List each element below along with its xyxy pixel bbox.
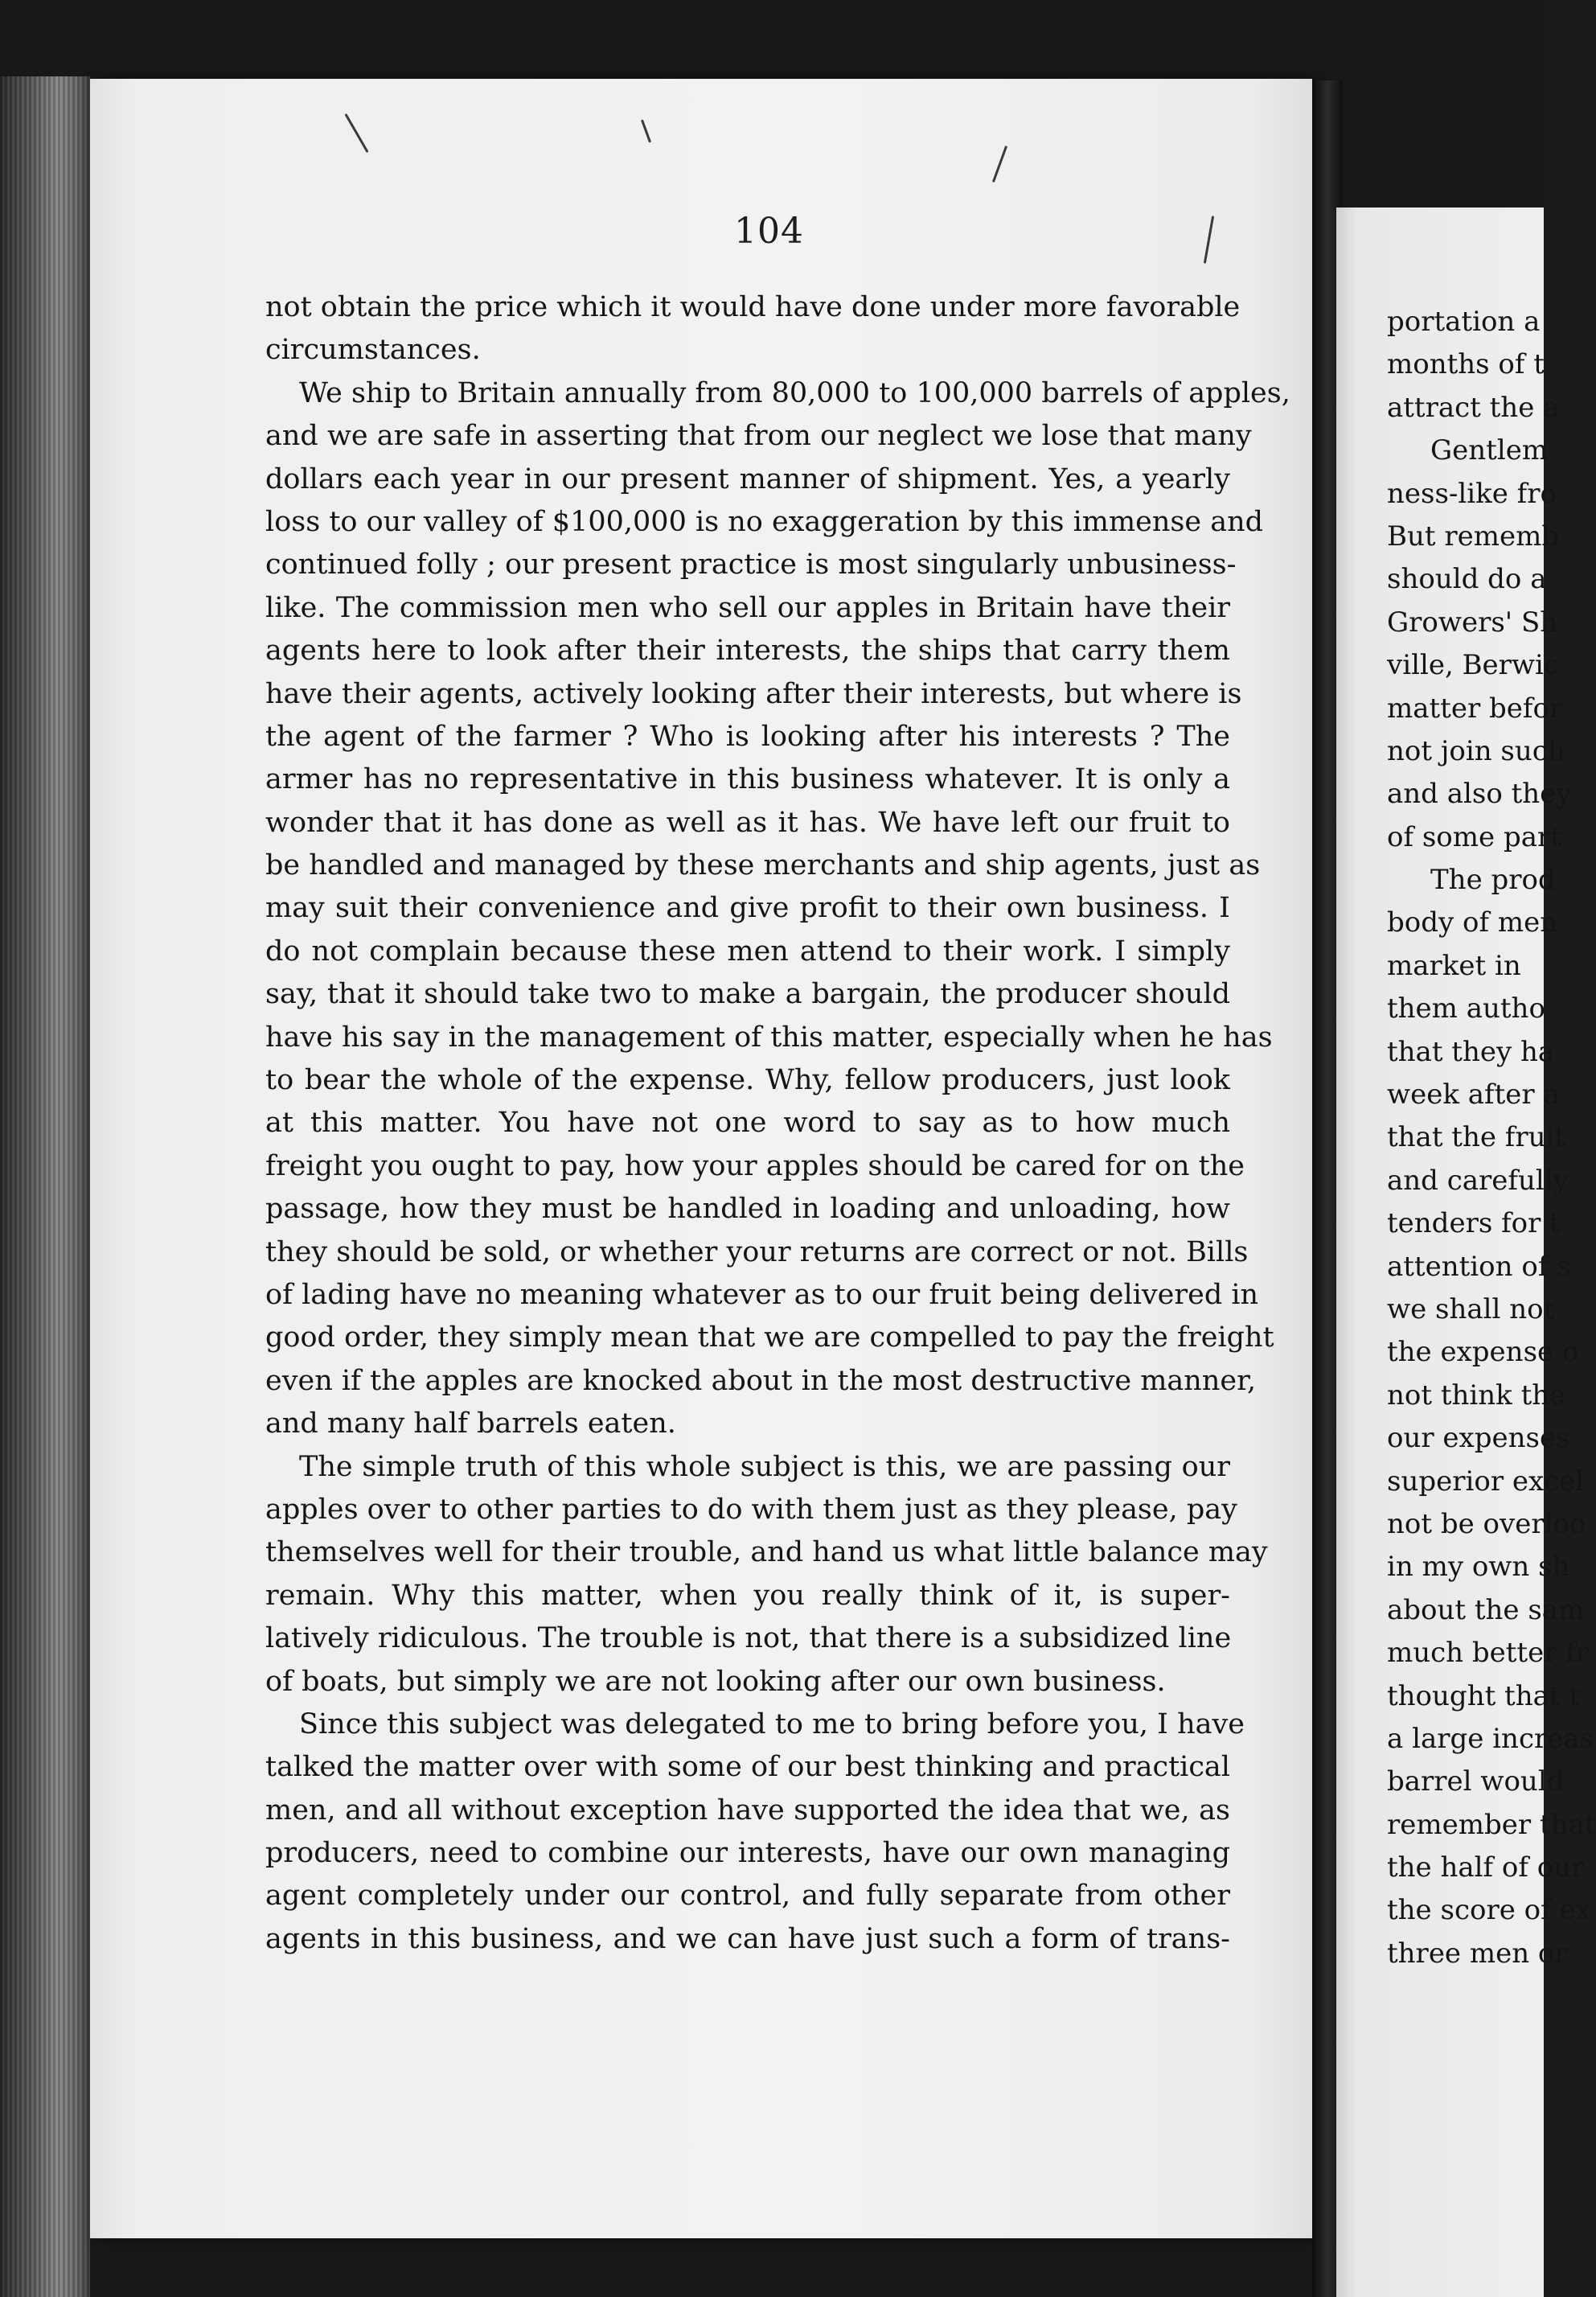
text-line: ness-like fro [1387, 477, 1557, 510]
text-line: circumstances. [265, 334, 481, 367]
text-line: the half of our [1387, 1851, 1585, 1884]
text-line: like. The commission men who sell our apples in Britain have their [265, 591, 1230, 624]
text-line: talked the matter over with some of our best thinking and practical [265, 1751, 1230, 1784]
text-line: and carefully [1387, 1164, 1569, 1197]
text-line: do not complain because these men attend to their work. I simply [265, 935, 1230, 968]
page-number: 104 [734, 211, 804, 252]
text-line: superior excel [1387, 1465, 1585, 1498]
text-line: much better fr [1387, 1637, 1590, 1670]
text-line: men, and all without exception have supported the idea that we, as [265, 1794, 1230, 1827]
text-line: wonder that it has done as well as it has. We have left our fruit to [265, 806, 1230, 839]
text-line: body of men [1387, 906, 1558, 939]
text-line: and we are safe in asserting that from our neglect we lose that many [265, 420, 1252, 453]
text-line: at this matter. You have not one word to say as to how much [265, 1107, 1230, 1140]
text-line: attract the a [1387, 391, 1560, 424]
text-line: that the fruit [1387, 1121, 1566, 1154]
text-line: they should be sold, or whether your returns are correct or not. Bills [265, 1235, 1249, 1268]
text-line: even if the apples are knocked about in the most destructive manner, [265, 1364, 1257, 1397]
page-body-text [265, 286, 1290, 1961]
text-line: the agent of the farmer ? Who is looking after his interests ? The [265, 720, 1230, 753]
text-line: of some part [1387, 820, 1561, 853]
text-line: agents in this business, and we can have just such a form of trans- [265, 1922, 1230, 1955]
text-line: ville, Berwic [1387, 649, 1559, 682]
text-line: them autho [1387, 992, 1545, 1025]
text-line: the score of ex [1387, 1894, 1591, 1927]
text-line: have his say in the management of this matter, especially when he has [265, 1021, 1273, 1054]
text-line: remain. Why this matter, when you really think of it, is super- [265, 1579, 1230, 1612]
text-line: and many half barrels eaten. [265, 1407, 676, 1440]
scan-artifact-mark [1204, 216, 1214, 264]
text-line: passage, how they must be handled in loading and unloading, how [265, 1193, 1230, 1226]
text-line: good order, they simply mean that we are compelled to pay the freight [265, 1321, 1274, 1354]
text-line: may suit their convenience and give profit to their own business. I [265, 892, 1230, 925]
text-line: barrel would [1387, 1765, 1565, 1798]
text-line: should do a [1387, 563, 1547, 596]
text-line: Growers' Sh [1387, 606, 1558, 639]
text-line: in my own sh [1387, 1551, 1570, 1584]
text-line: a large increas [1387, 1722, 1594, 1755]
text-line: apples over to other parties to do with them just as they please, pay [265, 1493, 1237, 1526]
text-line: market in [1387, 949, 1521, 982]
scan-artifact-mark [641, 119, 651, 142]
text-line: months of t [1387, 348, 1545, 381]
text-line: thought that t [1387, 1679, 1581, 1712]
text-line: Gentlem [1430, 434, 1549, 467]
text-line: The prod [1430, 864, 1556, 897]
text-line: portation a [1387, 306, 1541, 338]
text-line: remember that [1387, 1808, 1596, 1841]
text-line: not obtain the price which it would have done under more favorable [265, 291, 1241, 323]
text-line: latively ridiculous. The trouble is not, that there is a subsidized line [265, 1622, 1232, 1655]
text-line: of lading have no meaning whatever as to our fruit being delivered in [265, 1278, 1259, 1311]
text-line: not think the [1387, 1379, 1566, 1411]
text-line: Since this subject was delegated to me to bring before you, I have [299, 1707, 1245, 1740]
text-line: The simple truth of this whole subject is this, we are passing our [299, 1450, 1230, 1483]
text-line: attention of s [1387, 1250, 1571, 1283]
text-line: of boats, but simply we are not looking after our own business. [265, 1665, 1166, 1698]
text-line: our expenses [1387, 1422, 1570, 1455]
text-line: armer has no representative in this business whatever. It is only a [265, 763, 1230, 796]
text-line: have their agents, actively looking after their interests, but where is [265, 677, 1242, 710]
text-line: not join such [1387, 734, 1565, 767]
text-line: tenders for t [1387, 1207, 1561, 1240]
text-line: matter befor [1387, 692, 1563, 725]
text-line: and also they [1387, 778, 1572, 811]
text-line: But rememb [1387, 520, 1560, 553]
scan-artifact-mark [992, 146, 1007, 183]
text-line: we shall not [1387, 1292, 1555, 1325]
facing-page-text [1387, 301, 1596, 1975]
text-line: agent completely under our control, and fully separate from other [265, 1880, 1230, 1913]
text-line: to bear the whole of the expense. Why, fellow producers, just look [265, 1064, 1230, 1097]
text-line: We ship to Britain annually from 80,000 to 100,000 barrels of apples, [299, 376, 1290, 409]
book-edge-left [0, 76, 90, 2297]
text-line: week after a [1387, 1079, 1560, 1112]
text-line: dollars each year in our present manner of shipment. Yes, a yearly [265, 462, 1230, 495]
text-line: agents here to look after their interests, the ships that carry them [265, 635, 1230, 668]
text-line: continued folly ; our present practice is most singularly unbusiness- [265, 549, 1237, 581]
text-line: producers, need to combine our interests, have our own managing [265, 1837, 1230, 1870]
text-line: three men or [1387, 1937, 1568, 1970]
text-line: themselves well for their trouble, and hand us what little balance may [265, 1536, 1268, 1569]
text-line: say, that it should take two to make a bargain, the producer should [265, 978, 1230, 1011]
text-line: be handled and managed by these merchants and ship agents, just as [265, 849, 1261, 882]
text-line: about the sam [1387, 1593, 1585, 1626]
text-line: not be overloo [1387, 1507, 1586, 1540]
text-line: the expense o [1387, 1336, 1579, 1369]
scan-artifact-mark [344, 113, 368, 153]
text-line: that they ha [1387, 1035, 1555, 1068]
text-line: freight you ought to pay, how your apples should be cared for on the [265, 1149, 1245, 1182]
text-line: loss to our valley of $100,000 is no exaggeration by this immense and [265, 505, 1264, 538]
